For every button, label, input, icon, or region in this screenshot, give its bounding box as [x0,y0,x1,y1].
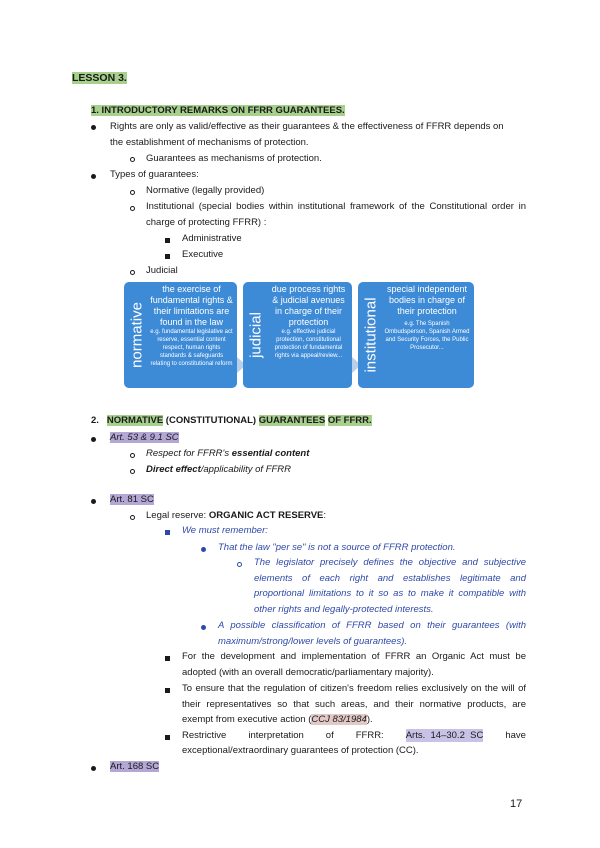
art-81 [110,493,154,506]
bullet-icon [91,764,96,773]
bullet-icon [165,236,170,245]
essential-bold: essential content [231,448,310,459]
bullet-icon [130,188,135,197]
section1-heading-text: 1. INTRODUCTORY REMARKS ON FFRR GUARANTEES. [91,105,345,116]
card-title: the exercise of fundamental rights & their limitations are found in the law [150,284,233,327]
bullet-icon [130,451,135,460]
section2-b: (CONSTITUTIONAL) [165,415,257,426]
restrictive-a: Restrictive [182,730,227,741]
card-title: special independent bodies in charge of their protection [386,284,468,316]
legal-post: : [323,510,327,521]
restrictive-line2: exceptional/extraordinary guarantees of protection (CC). [182,745,419,756]
direct-effect [146,463,291,476]
legal-bold: ORGANIC ACT RESERVE [208,510,324,521]
essential-pre: Respect for FFRR's [146,448,232,459]
restrictive-d: FFRR: [355,730,384,741]
legal-reserve [146,509,326,522]
card-subtitle: e.g. fundamental legislative act reserve, essential content respect, human rights standards & safeguards relating to constitutional reform [150,329,233,367]
lesson-title [72,72,127,85]
we-must-remember: We must remember: [182,525,268,536]
art-168 [110,760,159,773]
bullet-icon [130,513,135,522]
card-subtitle: e.g. effective judicial protection, constitutional protection of fundamental rights via appeal/review... [274,329,343,359]
restrictive-arts: Arts. 14–30.2 SC [405,730,484,741]
art-81-text: Art. 81 SC [110,494,154,505]
card-label: institutional [362,297,380,373]
organic-act-text: For the development and implementation of FFRR an Organic Act must be adopted (with an overall democratic/parliamentary majority). [182,651,526,678]
ensure-post: ). [366,714,373,725]
section1-heading [91,104,345,117]
bullet-icon [165,686,170,695]
direct-effect-bold: Direct effect [146,464,201,475]
ensure-pre: To ensure that the regulation of citizen's freedom relies exclusively on the will of their representatives so that such areas, and their normative products, are exempt from executive action ( [182,683,526,725]
legal-pre: Legal reserve: [146,510,209,521]
bullet-icon [237,560,242,569]
card-title: due process rights & judicial avenues in charge of their protection [271,284,346,327]
direct-effect-rest: /applicability of FFRR [200,464,292,475]
law-not-source: That the law "per se" is not a source of FFRR protection. [218,542,456,553]
art-168-text: Art. 168 SC [110,761,160,772]
bullet-icon [165,654,170,663]
bullet1-line1: Rights are only as valid/effective as their guarantees & the effectiveness of FFRR depends on [110,121,504,132]
art-53-text: Art. 53 & 9.1 SC [110,432,179,443]
bullet-icon [201,623,206,632]
restrictive-line1 [182,729,526,742]
card-label: judicial [247,312,265,358]
sub1: Guarantees as mechanisms of protection. [146,153,322,164]
bullet-icon [91,497,96,506]
bullet1-line2: the establishment of mechanisms of protection. [110,137,309,148]
page-number: 17 [510,798,523,810]
section2-c: GUARANTEES [258,415,326,426]
section2-heading [91,414,372,427]
ensure-ref: CCJ 83/1984 [311,714,367,725]
bullet-icon [165,528,170,537]
bullet-icon [130,467,135,476]
essential-content [146,447,309,460]
bullet-icon [91,172,96,181]
section2-d: OF FFRR. [327,415,372,426]
section2-a: NORMATIVE [106,415,164,426]
diagram-card-institutional [358,282,474,388]
bullet-icon [165,733,170,742]
card-label: normative [128,302,146,368]
diagram-card-normative [124,282,237,388]
legislator-text: The legislator precisely defines the objective and subjective elements of each right and establishes legitimate and proportional limitations to it so as to make it compatible with other rights and legally-protected interests. [254,557,526,615]
bullet-icon [91,123,96,132]
type-normative: Normative (legally provided) [146,185,265,196]
bullet-icon [91,435,96,444]
bullet-icon [130,155,135,164]
bullet-icon [130,268,135,277]
bullet-icon [165,252,170,261]
bullet-icon [130,204,135,213]
restrictive-e: have [505,730,526,741]
lesson-title-text: LESSON 3. [72,72,127,84]
bullet-icon [201,545,206,554]
type-admin: Administrative [182,233,242,244]
restrictive-b: interpretation [248,730,304,741]
restrictive-c: of [325,730,334,741]
bullet2: Types of guarantees: [110,169,199,180]
classification-text: A possible classification of FFRR based on their guarantees (with maximum/strong/lower levels of guarantees). [218,620,526,647]
diagram-card-judicial [243,282,352,388]
type-judicial: Judicial [146,265,178,276]
art-53 [110,431,179,444]
type-exec: Executive [182,249,224,260]
section2-num: 2. [91,415,99,426]
card-subtitle: e.g. The Spanish Ombudsperson, Spanish Armed and Security Forces, the Public Prosecutor... [384,321,470,351]
ensure-text [182,681,526,728]
type-institutional: Institutional (special bodies within institutional framework of the Constitutional order in charge of protecting FFRR) : [146,201,526,228]
